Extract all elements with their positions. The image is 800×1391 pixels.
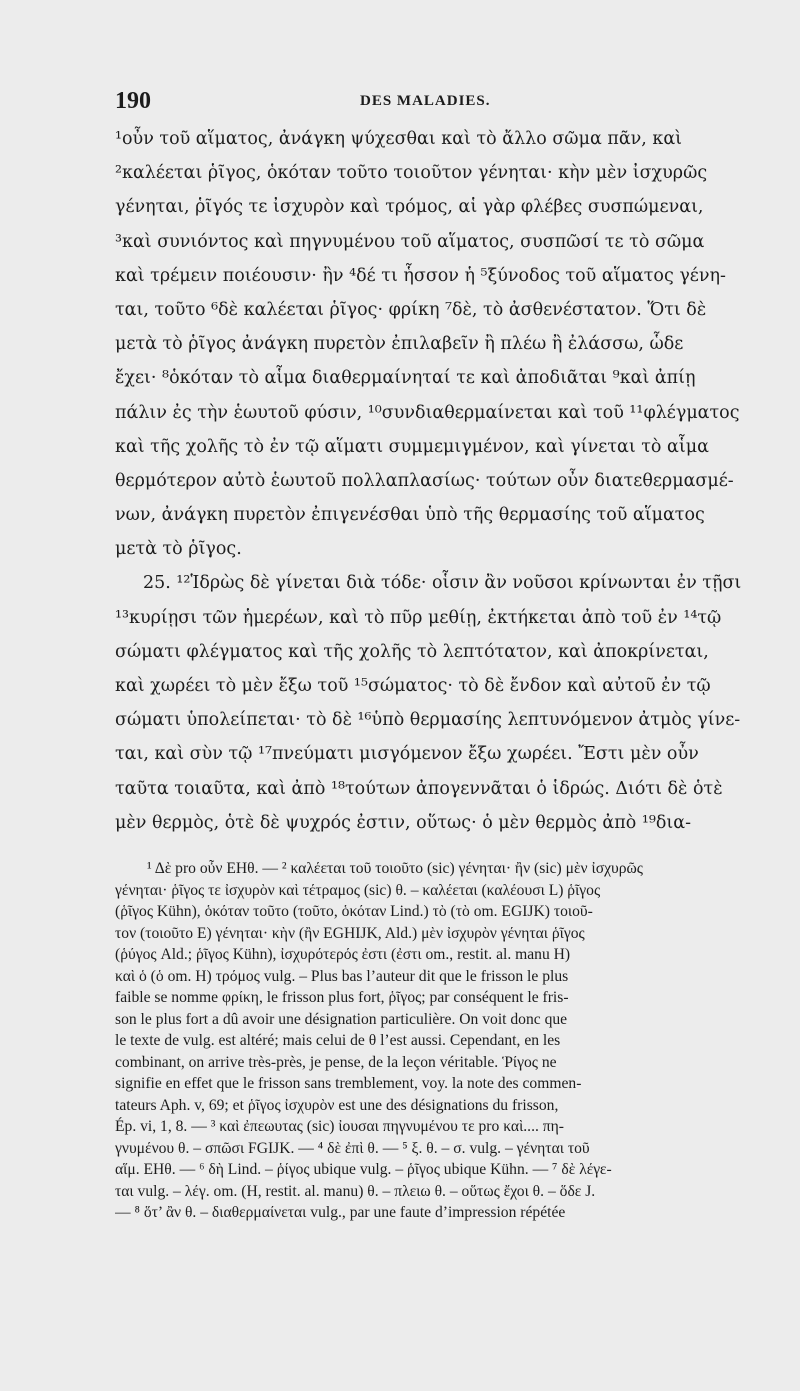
text-line: ¹οὖν τοῦ αἵματος, ἀνάγκη ψύχεσθαι καὶ τὸ ἄλλο σῶμα πᾶν, καὶ <box>115 129 683 149</box>
main-greek-text <box>115 122 760 840</box>
text-line: μετὰ τὸ ῥῖγος. <box>115 539 242 560</box>
footnote-line: ται vulg. – λέγ. om. (H, restit. al. manu) θ. – πλειω θ. – οὕτως ἔχοι θ. – ὅδε J. <box>115 1182 596 1200</box>
text-line: καὶ τρέμειν ποιέουσιν· ἢν ⁴δέ τι ἧσσον ἡ ⁵ξύνοδος τοῦ αἵματος γένη- <box>115 265 726 286</box>
footnotes <box>115 858 760 1224</box>
footnote-line: Ép. vi, 1, 8. — ³ καὶ ἐπεωυτας (sic) ἰουσαι πηγνυμένου τε pro καὶ.... πη- <box>115 1118 564 1135</box>
text-line: ἔχει· ⁸ὁκόταν τὸ αἷμα διαθερμαίνηταί τε καὶ ἀποδιᾶται ⁹καὶ ἀπίῃ <box>115 368 696 389</box>
footnote-line: (ῥῖγος Kühn), ὁκόταν τοῦτο (τοῦτο, ὁκόταν Lind.) τὸ (τὸ om. EGIJK) τοιοῦ- <box>115 903 593 920</box>
footnote-line: signifie en effet que le frisson sans tremblement, voy. la note des commen- <box>115 1075 582 1092</box>
text-line: γένηται, ῥῖγός τε ἰσχυρὸν καὶ τρόμος, αἱ γὰρ φλέβες συσπώμεναι, <box>115 197 704 218</box>
footnote-line: γένηται· ῥῖγος τε ἰσχυρὸν καὶ τέτραμος (sic) θ. – καλέεται (καλέουσι L) ῥῖγος <box>115 881 601 899</box>
footnote-line: le texte de vulg. est altéré; mais celui de θ l’est aussi. Cependant, en les <box>115 1032 561 1049</box>
footnote-line: αἵμ. EHθ. — ⁶ δὴ Lind. – ῥίγος ubique vulg. – ῥῖγος ubique Kühn. — ⁷ δὲ λέγε- <box>115 1161 612 1178</box>
footnote-line: faible se nomme φρίκη, le frisson plus fort, ῥῖγος; par conséquent le fris- <box>115 989 569 1006</box>
text-line: καὶ τῆς χολῆς τὸ ἐν τῷ αἵματι συμμεμιγμένον, καὶ γίνεται τὸ αἷμα <box>115 436 709 457</box>
text-line: ¹³κυρίῃσι τῶν ἡμερέων, καὶ τὸ πῦρ μεθίῃ, ἐκτήκεται ἀπὸ τοῦ ἐν ¹⁴τῷ <box>115 607 722 628</box>
footnote-line: son le plus fort a dû avoir une désignation particulière. On voit donc que <box>115 1010 568 1028</box>
text-line: θερμότερον αὐτὸ ἑωυτοῦ πολλαπλασίως· τούτων οὖν διατεθερμασμέ- <box>115 470 734 491</box>
footnote-line: tateurs Aph. v, 69; et ῥῖγος ἰσχυρὸν est une des désignations du frisson, <box>115 1096 559 1114</box>
page-number: 190 <box>115 88 151 114</box>
text-line: μετὰ τὸ ῥῖγος ἀνάγκη πυρετὸν ἐπιλαβεῖν ἢ πλέω ἢ ἐλάσσω, ὧδε <box>115 334 684 355</box>
text-line: ²καλέεται ῥῖγος, ὁκόταν τοῦτο τοιοῦτον γένηται· κὴν μὲν ἰσχυρῶς <box>115 163 708 184</box>
text-line: πάλιν ἐς τὴν ἑωυτοῦ φύσιν, ¹⁰συνδιαθερμαίνεται καὶ τοῦ ¹¹φλέγματος <box>115 402 740 423</box>
text-line: νων, ἀνάγκη πυρετὸν ἐπιγενέσθαι ὑπὸ τῆς θερμασίης τοῦ αἵματος <box>115 505 705 526</box>
text-line: ται, καὶ σὺν τῷ ¹⁷πνεύματι μισγόμενον ἔξω χωρέει. Ἔστι μὲν οὖν <box>115 744 699 765</box>
footnote-line: (ῥύγος Ald.; ῥῖγος Kühn), ἰσχυρότερός ἐστι (ἐστι om., restit. al. manu H) <box>115 946 571 963</box>
footnote-line: ¹ Δὲ pro οὖν EHθ. — ² καλέεται τοῦ τοιοῦτο (sic) γένηται· ἢν (sic) μὲν ἰσχυρῶς <box>147 860 643 877</box>
footnote-line: combinant, on arrive très-près, je pense, de la leçon véritable. Ῥίγος ne <box>115 1053 557 1071</box>
text-line: μὲν θερμὸς, ὁτὲ δὲ ψυχρός ἐστιν, οὕτως· ὁ μὲν θερμὸς ἀπὸ ¹⁹δια- <box>115 812 692 833</box>
footnote-line: καὶ ὁ (ὁ om. H) τρόμος vulg. – Plus bas l’auteur dit que le frisson le plus <box>115 967 569 985</box>
text-line: σώματι φλέγματος καὶ τῆς χολῆς τὸ λεπτότατον, καὶ ἀποκρίνεται, <box>115 641 709 662</box>
footnote-line: — ⁸ ὅτ’ ἂν θ. – διαθερμαίνεται vulg., par une faute d’impression répétée <box>115 1204 566 1221</box>
text-line: σώματι ὑπολείπεται· τὸ δὲ ¹⁶ὑπὸ θερμασίης λεπτυνόμενον ἀτμὸς γίνε- <box>115 710 741 731</box>
text-line: ταῦτα τοιαῦτα, καὶ ἀπὸ ¹⁸τούτων ἀπογεννᾶται ὁ ἱδρώς. Διότι δὲ ὁτὲ <box>115 778 723 799</box>
text-line: καὶ χωρέει τὸ μὲν ἔξω τοῦ ¹⁵σώματος· τὸ δὲ ἔνδον καὶ αὐτοῦ ἐν τῷ <box>115 676 711 696</box>
section-25-start: 25. ¹²Ἱδρὼς δὲ γίνεται διὰ τόδε· οἷσιν ἂν νοῦσοι κρίνωνται ἐν τῇσι <box>143 573 742 594</box>
page-header <box>115 88 755 118</box>
text-line: ται, τοῦτο ⁶δὲ καλέεται ῥῖγος· φρίκη ⁷δὲ, τὸ ἀσθενέστατον. Ὅτι δὲ <box>115 299 707 320</box>
footnote-line: τον (τοιοῦτο E) γένηται· κὴν (ἢν EGHIJK, Ald.) μὲν ἰσχυρὸν γένηται ῥῖγος <box>115 924 585 942</box>
running-head: DES MALADIES. <box>360 93 491 109</box>
text-line: ³καὶ συνιόντος καὶ πηγνυμένου τοῦ αἵματος, συσπῶσί τε τὸ σῶμα <box>115 231 705 252</box>
footnote-line: γνυμένου θ. – σπῶσι FGIJK. — ⁴ δὲ ἐπὶ θ. — ⁵ ξ. θ. – σ. vulg. – γένηται τοῦ <box>115 1139 590 1157</box>
